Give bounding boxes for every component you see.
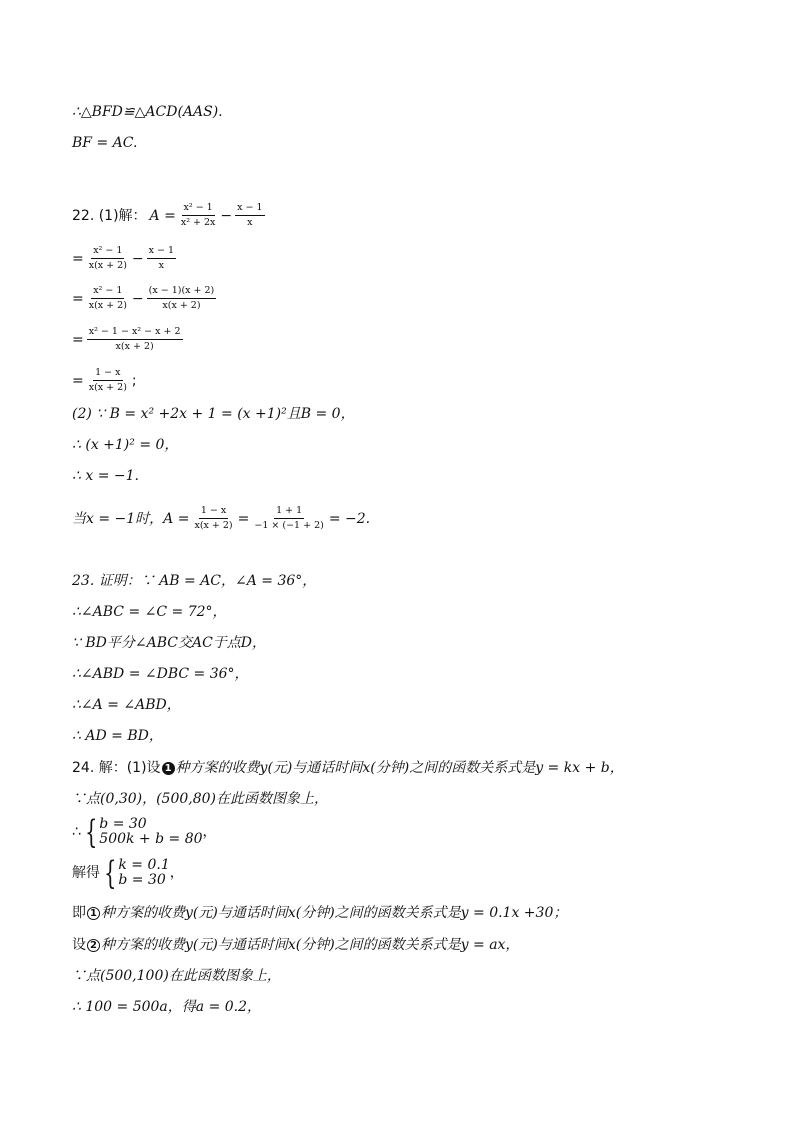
q22-line-5: = $\frac{1 - x}{x(x + 2)}$ ; [72, 367, 137, 393]
q24-system-1: ∴ { b = 30 500k + b = 80 ， [72, 813, 217, 851]
q24-line-1: 24. 解：(1)设 1 种方案的收费y(元)与通话时间x(分钟)之间的函数关系式是y = kx + b， [72, 760, 624, 776]
q22-part2-line-1: (2) ∵ B = x² +2x + 1 = (x +1)²且B = 0， [72, 406, 355, 422]
fraction: $\frac{\text{x² − 1}}{x(x + 2)}$ [88, 245, 127, 271]
q22-line-3: = $\frac{\text{x² − 1}}{x(x + 2)}$ − $\frac{(x - 1)(x + 2)}{x(x + 2)}$ [72, 285, 215, 311]
fraction: $\frac{1 - x}{x(x + 2)}$ [194, 505, 233, 531]
circled-number-1: 1 [162, 762, 175, 775]
q22-part2-line-3: ∴ x = −1. [72, 468, 139, 484]
fraction: $\frac{1 - x}{x(x + 2)}$ [88, 367, 127, 393]
q23-line-1: 23. 证明：∵ AB = AC，∠A = 36°， [72, 573, 317, 589]
circled-number-2: 2 [87, 939, 100, 952]
fraction: $\frac{x - 1}{x}$ [148, 245, 175, 271]
fraction: $\frac{(x - 1)(x + 2)}{x(x + 2)}$ [148, 285, 215, 311]
q22-line-1: 22. (1)解： A = $\frac{\text{x² − 1}}{\text{x² + 2x}}$ − $\frac{x - 1}{x}$ [72, 202, 263, 228]
fraction: $\frac{\text{x² − 1}}{x(x + 2)}$ [88, 285, 127, 311]
fraction: $\frac{x - 1}{x}$ [237, 202, 263, 228]
q23-line-3: ∵ BD平分∠ABC交AC于点D， [72, 635, 267, 651]
fraction: $\frac{\text{x² − 1}}{\text{x² + 2x}}$ [180, 202, 216, 228]
left-brace-icon: { [84, 813, 98, 851]
q22-part2-line-4: 当x = −1时，A = $\frac{1 - x}{x(x + 2)}$ = $\frac{1 + 1}{-1 \times (-1 + 2)}$ = −2. [72, 505, 371, 531]
q23-line-2: ∴∠ABC = ∠C = 72°， [72, 604, 227, 620]
q24-line-6: 设 2 种方案的收费y(元)与通话时间x(分钟)之间的函数关系式是y = ax， [72, 937, 520, 953]
q23-line-5: ∴∠A = ∠ABD， [72, 697, 181, 713]
q23-line-4: ∴∠ABD = ∠DBC = 36°， [72, 666, 249, 682]
circled-number-1: 1 [87, 907, 100, 920]
fraction: $\frac{\text{x² − 1 − x² − x + 2}}{x(x + 2)}$ [88, 326, 181, 352]
q22-part2-line-2: ∴ (x +1)² = 0， [72, 437, 179, 453]
q22-line-2: = $\frac{\text{x² − 1}}{x(x + 2)}$ − $\frac{x - 1}{x}$ [72, 245, 175, 271]
q24-line-5: 即 1 种方案的收费y(元)与通话时间x(分钟)之间的函数关系式是y = 0.1x +30； [72, 905, 568, 921]
fraction: $\frac{1 + 1}{-1 \times (-1 + 2)}$ [254, 505, 324, 531]
q24-line-2: ∵点(0,30)，(500,80)在此函数图象上， [72, 791, 329, 807]
q24-line-7: ∵点(500,100)在此函数图象上， [72, 968, 281, 984]
q24-system-2: 解得 { k = 0.1 b = 30 ， [72, 854, 184, 892]
line-bf-ac: BF = AC. [72, 135, 138, 151]
q24-line-8: ∴ 100 = 500a，得a = 0.2， [72, 999, 262, 1015]
q22-line-4: = $\frac{\text{x² − 1 − x² − x + 2}}{x(x + 2)}$ [72, 326, 181, 352]
line-congruence: ∴△BFD≌△ACD(AAS). [72, 104, 223, 120]
left-brace-icon: { [104, 854, 117, 892]
q23-line-6: ∴ AD = BD， [72, 728, 163, 744]
